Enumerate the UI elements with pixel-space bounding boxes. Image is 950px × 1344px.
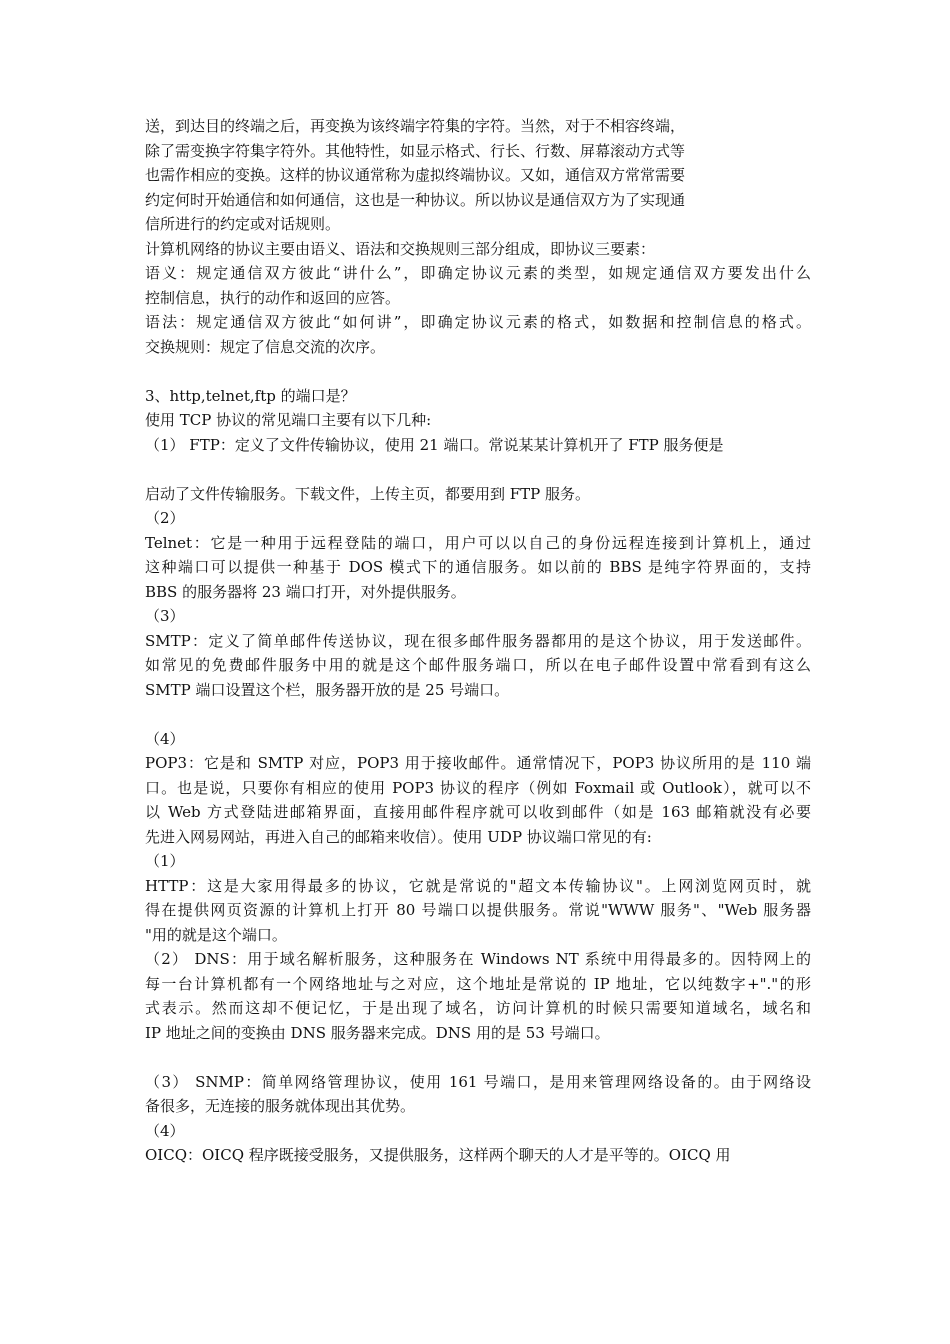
text-line: 这种端口可以提供一种基于 DOS 模式下的通信服务。如以前的 BBS 是纯字符界面的，支持: [145, 558, 811, 576]
text-line: 启动了文件传输服务。下载文件，上传主页，都要用到 FTP 服务。: [145, 484, 591, 503]
text-line: 先进入网易网站，再进入自己的邮箱来收信）。使用 UDP 协议端口常见的有:: [145, 827, 652, 846]
text-line: 语法：规定通信双方彼此“如何讲”，即确定协议元素的格式，如数据和控制信息的格式。: [145, 313, 811, 331]
text-line: 约定何时开始通信和如何通信，这也是一种协议。所以协议是通信双方为了实现通: [145, 190, 686, 209]
text-line: 使用 TCP 协议的常见端口主要有以下几种:: [145, 411, 432, 429]
text-line: OICQ：OICQ 程序既接受服务，又提供服务，这样两个聊天的人才是平等的。OICQ 用: [145, 1146, 731, 1164]
text-line: 得在提供网页资源的计算机上打开 80 号端口以提供服务。常说"WWW 服务"、"Web 服务器: [145, 901, 811, 919]
text-line: 控制信息，执行的动作和返回的应答。: [145, 288, 401, 307]
text-line: Telnet：它是一种用于远程登陆的端口，用户可以以自己的身份远程连接到计算机上，通过: [145, 533, 811, 552]
text-line: 备很多，无连接的服务就体现出其优势。: [145, 1097, 416, 1115]
text-line: BBS 的服务器将 23 端口打开，对外提供服务。: [145, 582, 466, 601]
text-line: 如常见的免费邮件服务中用的就是这个邮件服务端口，所以在电子邮件设置中常看到有这么: [145, 656, 811, 674]
text-line: 式表示。然而这却不便记忆，于是出现了域名，访问计算机的时候只需要知道域名，域名和: [145, 999, 811, 1017]
blank-line: [145, 457, 811, 482]
text-line: 计算机网络的协议主要由语义、语法和交换规则三部分组成，即协议三要素：: [145, 239, 656, 258]
text-line: SMTP 端口设置这个栏，服务器开放的是 25 号端口。: [145, 680, 510, 699]
document-body: [145, 114, 811, 1168]
text-line: （4）: [145, 1121, 185, 1140]
text-line: （2） DNS：用于域名解析服务，这种服务在 Windows NT 系统中用得最多的。因特网上的: [145, 950, 811, 968]
text-line: （4）: [145, 729, 185, 748]
text-line: （1）: [145, 852, 185, 870]
text-line: （1） FTP：定义了文件传输协议，使用 21 端口。常说某某计算机开了 FTP 服务便是: [145, 435, 724, 454]
text-line: 每一台计算机都有一个网络地址与之对应，这个地址是常说的 IP 地址，它以纯数字+"."的形: [145, 974, 811, 993]
text-line: 以 Web 方式登陆进邮箱界面，直接用邮件程序就可以收到邮件（如是 163 邮箱就没有必要: [145, 803, 811, 821]
text-line: 口。也是说，只要你有相应的使用 POP3 协议的程序（例如 Foxmail 或 Outlook），就可以不: [145, 778, 811, 797]
text-line: （3） SNMP：简单网络管理协议，使用 161 号端口，是用来管理网络设备的。由于网络设: [145, 1072, 811, 1091]
blank-line: [145, 1045, 811, 1070]
text-line: "用的就是这个端口。: [145, 925, 287, 944]
blank-line: [145, 359, 811, 384]
text-line: IP 地址之间的变换由 DNS 服务器来完成。DNS 用的是 53 号端口。: [145, 1023, 610, 1042]
text-line: （3）: [145, 607, 185, 625]
text-line: SMTP：定义了简单邮件传送协议，现在很多邮件服务器都用的是这个协议，用于发送邮件。: [145, 631, 811, 650]
text-line: 3、http,telnet,ftp 的端口是？: [145, 386, 356, 405]
text-line: 送，到达目的终端之后，再变换为该终端字符集的字符。当然，对于不相容终端，: [145, 117, 686, 135]
blank-line: [145, 702, 811, 727]
text-line: POP3：它是和 SMTP 对应，POP3 用于接收邮件。通常情况下，POP3 协议所用的是 110 端: [145, 754, 811, 772]
text-line: HTTP：这是大家用得最多的协议，它就是常说的"超文本传输协议"。上网浏览网页时，就: [145, 876, 811, 895]
text-line: 语义：规定通信双方彼此“讲什么”，即确定协议元素的类型，如规定通信双方要发出什么: [145, 264, 811, 282]
text-line: 除了需变换字符集字符外。其他特性，如显示格式、行长、行数、屏幕滚动方式等: [145, 141, 686, 160]
text-line: 也需作相应的变换。这样的协议通常称为虚拟终端协议。又如，通信双方常常需要: [145, 166, 686, 184]
text-line: （2）: [145, 509, 185, 527]
text-line: 信所进行的约定或对话规则。: [145, 215, 341, 233]
text-line: 交换规则：规定了信息交流的次序。: [145, 337, 386, 356]
